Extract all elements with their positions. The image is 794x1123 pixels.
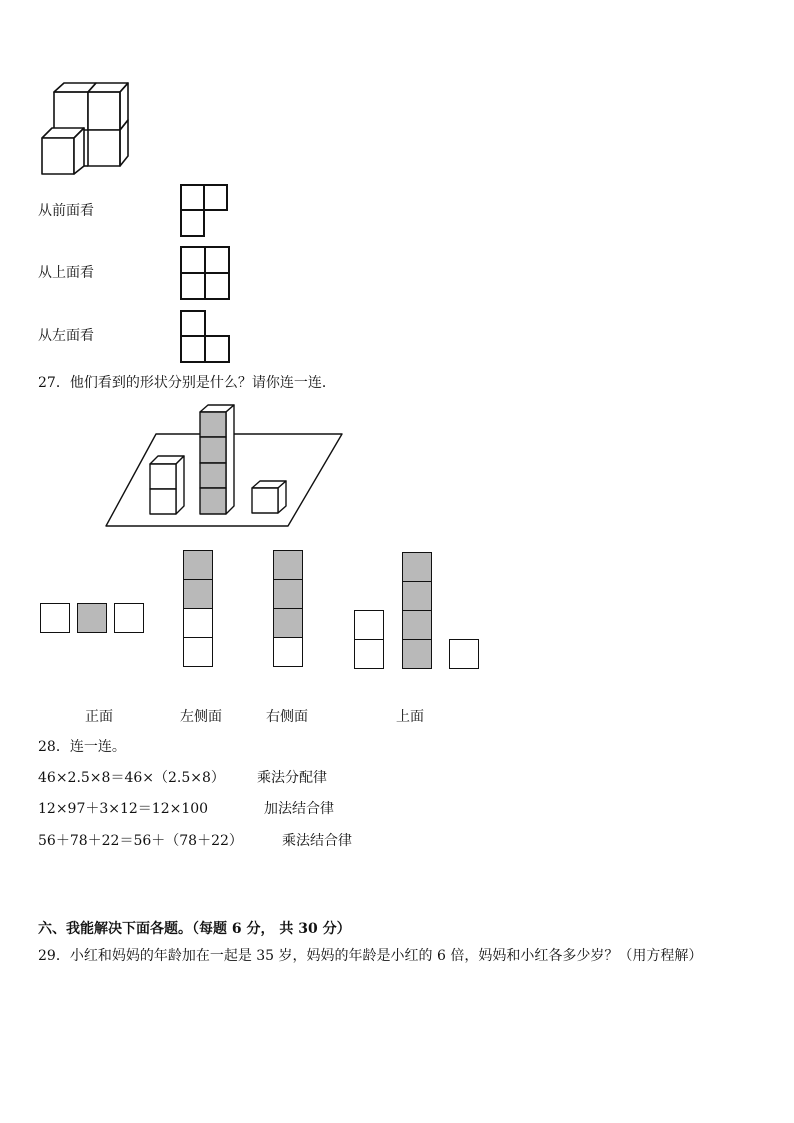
label-front: 正面 [85,709,113,725]
top-view-shape [180,246,232,302]
law-1: 乘法分配律 [257,770,327,786]
label-left-side: 左侧面 [180,709,222,725]
right-side-option-square-gray [273,608,303,638]
equation-2: 12×97＋3×12＝12×100 [38,801,209,817]
law-3: 乘法结合律 [282,833,352,849]
top-option-square [354,610,384,640]
cube-figure-3d [38,80,133,175]
left-view-shape [180,310,232,364]
equation-1: 46×2.5×8＝46×（2.5×8） [38,770,225,786]
left-side-option-square [183,637,213,667]
top-option-square-gray [402,639,432,669]
front-option-square [40,603,70,633]
view-label-top: 从上面看 [38,265,94,281]
q28-prompt: 28．连一连。 [38,739,126,755]
equation-3: 56＋78＋22＝56＋（78＋22） [38,833,243,849]
right-side-option-square-gray [273,579,303,609]
front-option-square-gray [77,603,107,633]
view-label-left: 从左面看 [38,328,94,344]
cube-stacks-scene [100,402,350,532]
front-option-square [114,603,144,633]
top-option-square-gray [402,552,432,582]
q27-prompt: 27．他们看到的形状分别是什么？请你连一连． [38,375,336,391]
right-side-option-square [273,637,303,667]
section-heading: 六、我能解决下面各题。（每题 6 分， 共 30 分） [38,921,351,937]
top-option-square-gray [402,610,432,640]
view-label-front: 从前面看 [38,203,94,219]
left-side-option-square-gray [183,579,213,609]
top-option-square [449,639,479,669]
law-2: 加法结合律 [264,801,334,817]
left-side-option-square [183,608,213,638]
top-option-square [354,639,384,669]
label-top: 上面 [396,709,424,725]
q29-prompt: 29．小红和妈妈的年龄加在一起是 35 岁，妈妈的年龄是小红的 6 倍，妈妈和小红各多少岁？（用方程解） [38,948,703,964]
right-side-option-square-gray [273,550,303,580]
left-side-option-square-gray [183,550,213,580]
front-view-shape [180,184,230,238]
label-right-side: 右侧面 [266,709,308,725]
top-option-square-gray [402,581,432,611]
